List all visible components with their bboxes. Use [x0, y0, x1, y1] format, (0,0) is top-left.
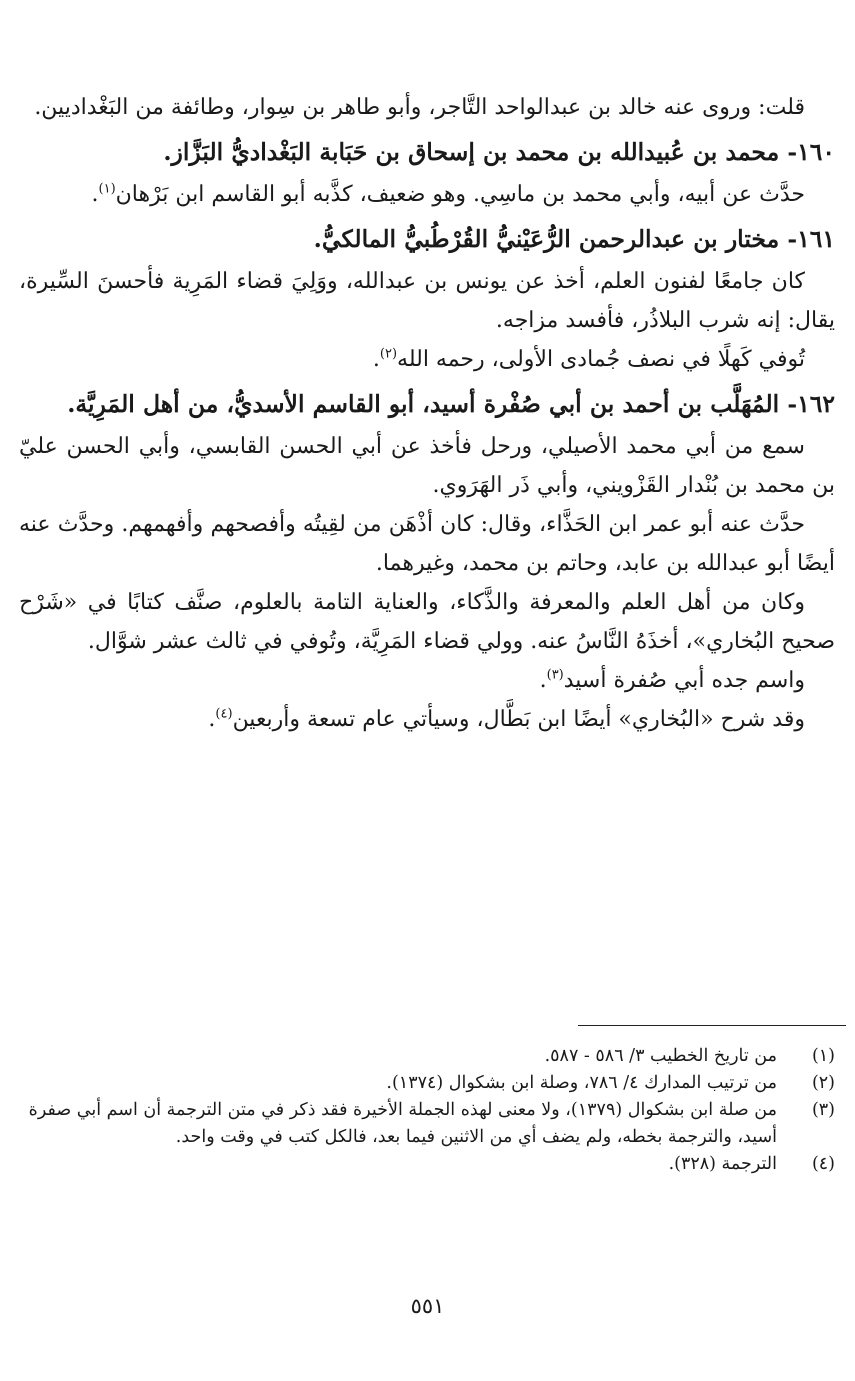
paragraph-text: واسم جده أبي صُفرة أسيد: [563, 668, 805, 693]
punctuation: .: [208, 707, 216, 732]
footnote-4: [19, 1151, 835, 1178]
punctuation: .: [91, 182, 99, 207]
entry-160-title: ١٦٠- محمد بن عُبيدالله بن محمد بن إسحاق بن حَبَابة البَغْداديُّ البَزَّاز.: [163, 138, 835, 166]
entry-162-title: ١٦٢- المُهَلَّب بن أحمد بن أبي صُفْرة أسيد، أبو القاسم الأسديُّ، من أهل المَرِيَّة.: [67, 390, 835, 418]
entry-162-p3: وكان من أهل العلم والمعرفة والذَّكاء، والعناية التامة بالعلوم، صنَّف كتابًا في «شَرْح صحيح البُخاري»، أخذَهُ النَّاسُ عنه. وولي قضاء المَرِيَّة، وتُوفي في ثالث عشر شوَّال.: [19, 590, 835, 654]
paragraph-text: كان جامعًا لفنون العلم، أخذ عن يونس بن عبدالله، ووَلِيَ قضاء المَرِية فأحسنَ السِّيرة، يقال: إنه شرب البلاذُر، فأفسد مزاجه.: [19, 269, 835, 333]
footnote-text: من صلة ابن بشكوال (١٣٧٩)، ولا معنى لهذه الجملة الأخيرة فقد ذكر في متن الترجمة أن اسم أبي صفرة أسيد، والترجمة بخطه، ولم يضف أي من الاثنين فيما بعد، فالكل كتب في وقت واحد.: [28, 1100, 777, 1147]
footnote-ref: (١): [98, 181, 116, 197]
paragraph-text: قلت: وروى عنه خالد بن عبدالواحد التَّاجر، وأبو طاهر بن سِوار، وطائفة من البَغْداديين.: [34, 95, 805, 120]
footnote-ref: (٢): [379, 346, 398, 362]
paragraph-text: حدَّث عن أبيه، وأبي محمد بن ماسِي. وهو ضعيف، كذَّبه أبو القاسم ابن بَرْهان: [115, 182, 805, 207]
entry-161-death: [19, 340, 835, 379]
footnote-number: (٤): [811, 1154, 835, 1174]
main-text: [19, 88, 835, 739]
entry-162-p4: [19, 661, 835, 700]
footnotes: [19, 1043, 835, 1178]
entry-162-p1: سمع من أبي محمد الأصيلي، ورحل فأخذ عن أبي الحسن القابسي، وأبي الحسن عليّ بن محمد بن بُنْدار القَزْويني، وأبي ذَر الهَرَوي.: [19, 434, 835, 498]
footnote-text: من تاريخ الخطيب ٣/ ٥٨٦ - ٥٨٧.: [544, 1046, 777, 1066]
paragraph-note: [19, 88, 835, 127]
footnote-number: (٢): [811, 1073, 835, 1093]
footnote-2: [19, 1070, 835, 1097]
entry-162-p2: حدَّث عنه أبو عمر ابن الحَذَّاء، وقال: كان أذْهَن من لقِيتُه وأفصحهم وأفهمهم. وحدَّث عنه أيضًا أبو عبدالله بن عابد، وحاتم بن محمد، وغيرهما.: [19, 512, 835, 576]
entry-161-text: [19, 262, 835, 340]
footnote-1: [19, 1043, 835, 1070]
entry-161-title: ١٦١- مختار بن عبدالرحمن الرُّعَيْنيُّ القُرْطُبيُّ المالكيُّ.: [313, 225, 835, 253]
footnote-divider: [578, 1025, 846, 1026]
punctuation: .: [539, 668, 547, 693]
footnote-number: (١): [811, 1046, 835, 1066]
entry-160-text: [19, 175, 835, 214]
footnote-3: [19, 1097, 835, 1151]
footnote-text: من ترتيب المدارك ٤/ ٧٨٦، وصلة ابن بشكوال (١٣٧٤).: [386, 1073, 777, 1093]
paragraph-text: وقد شرح «البُخاري» أيضًا ابن بَطَّال، وسيأتي عام تسعة وأربعين: [232, 707, 805, 732]
paragraph-text: تُوفي كَهلًا في نصف جُمادى الأولى، رحمه الله: [397, 347, 805, 372]
entry-162-p5: [19, 700, 835, 739]
punctuation: .: [372, 347, 380, 372]
footnote-ref: (٤): [215, 706, 233, 722]
page-number: ٥٥١: [410, 1294, 445, 1318]
footnote-text: الترجمة (٣٢٨).: [668, 1154, 777, 1174]
footnote-number: (٣): [811, 1100, 835, 1120]
footnote-ref: (٣): [546, 667, 564, 683]
